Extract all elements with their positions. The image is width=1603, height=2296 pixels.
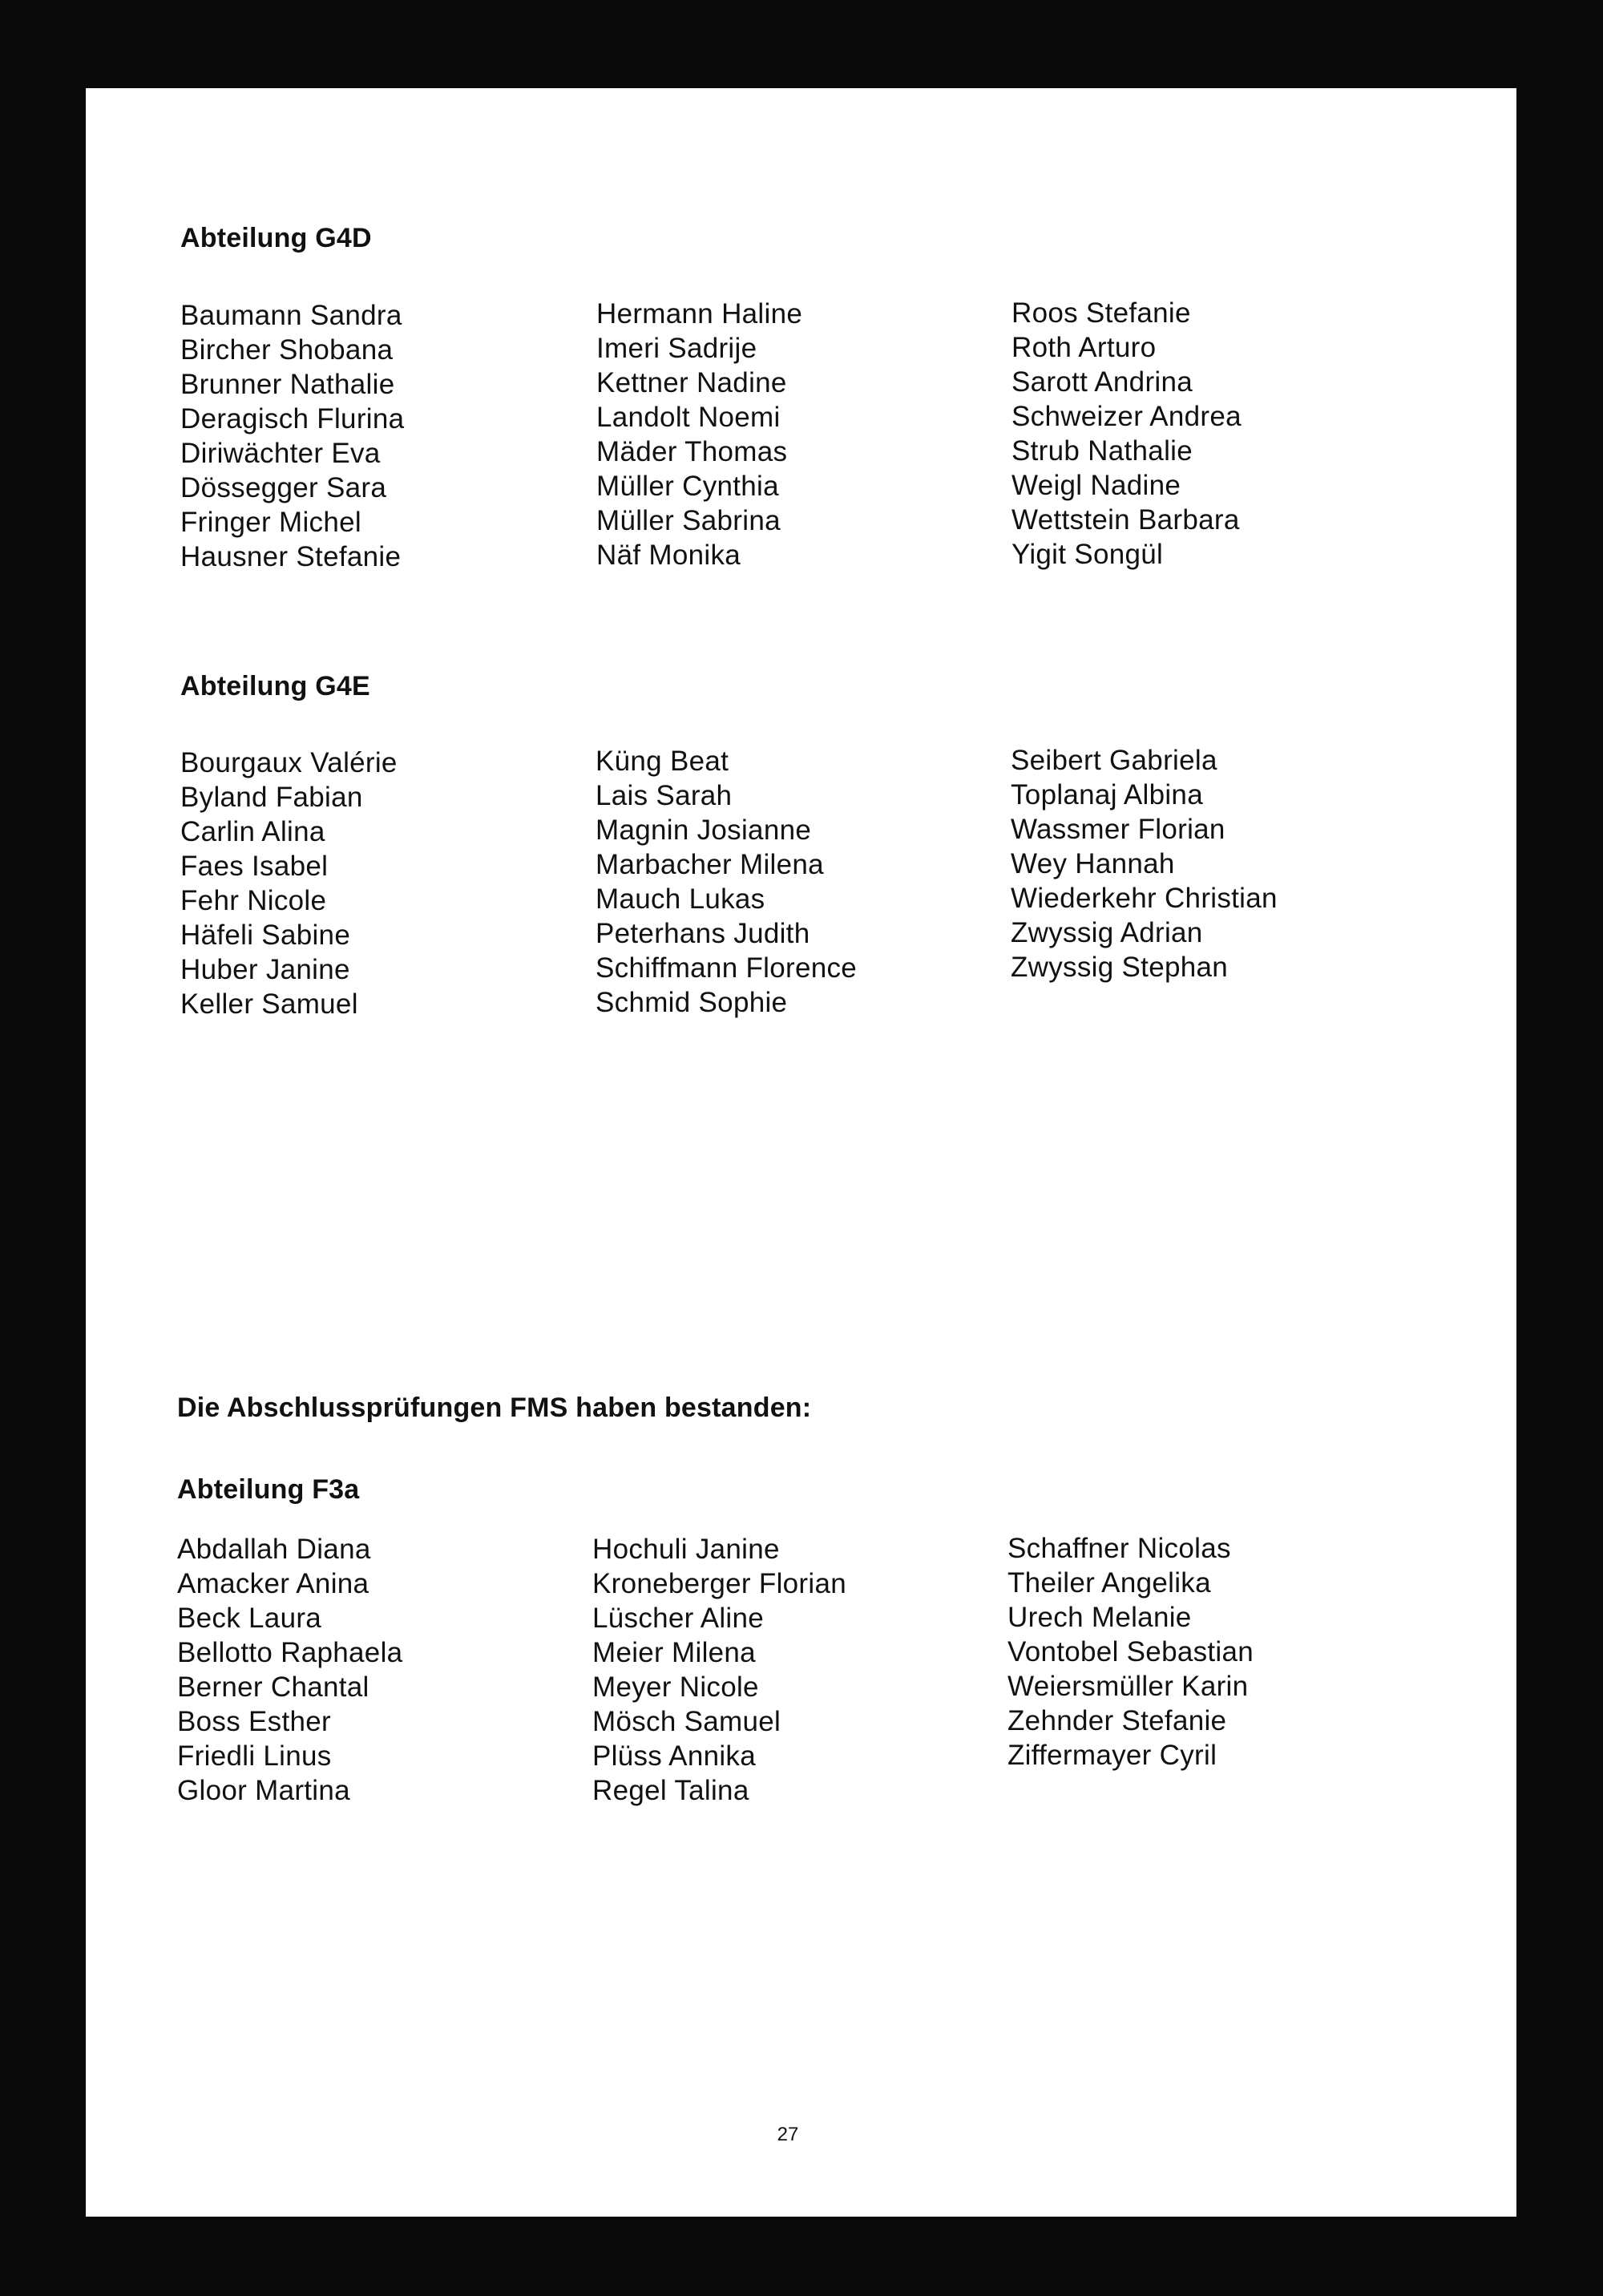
student-name: Hausner Stefanie xyxy=(180,541,402,572)
student-name: Byland Fabian xyxy=(180,782,363,813)
student-name: Bourgaux Valérie xyxy=(180,747,398,778)
student-name: Schmid Sophie xyxy=(596,987,788,1018)
student-name: Näf Monika xyxy=(596,540,741,571)
student-name: Brunner Nathalie xyxy=(180,369,395,400)
name-column-f3a-2 xyxy=(592,1532,846,1808)
section-heading-g4e: Abteilung G4E xyxy=(180,671,370,701)
student-name: Imeri Sadrije xyxy=(596,333,757,364)
student-name: Keller Samuel xyxy=(180,988,358,1020)
student-name: Wey Hannah xyxy=(1011,848,1175,879)
student-name: Regel Talina xyxy=(592,1775,749,1806)
student-name: Faes Isabel xyxy=(180,851,329,882)
student-name: Plüss Annika xyxy=(592,1740,756,1772)
student-name: Berner Chantal xyxy=(177,1671,369,1703)
student-name: Kroneberger Florian xyxy=(592,1568,846,1599)
student-name: Dössegger Sara xyxy=(180,472,387,503)
student-name: Roth Arturo xyxy=(1011,332,1157,363)
student-name: Abdallah Diana xyxy=(177,1534,371,1565)
student-name: Meyer Nicole xyxy=(592,1671,759,1703)
student-name: Weigl Nadine xyxy=(1011,470,1181,501)
student-name: Häfeli Sabine xyxy=(180,920,351,951)
student-name: Seibert Gabriela xyxy=(1011,745,1217,776)
student-name: Meier Milena xyxy=(592,1637,756,1668)
name-column-g4d-3 xyxy=(1011,296,1242,572)
student-name: Zwyssig Adrian xyxy=(1011,917,1203,948)
student-name: Diriwächter Eva xyxy=(180,438,381,469)
student-name: Magnin Josianne xyxy=(596,815,812,846)
student-name: Hochuli Janine xyxy=(592,1534,780,1565)
student-name: Huber Janine xyxy=(180,954,350,985)
student-name: Lais Sarah xyxy=(596,780,733,811)
student-name: Gloor Martina xyxy=(177,1775,350,1806)
student-name: Zwyssig Stephan xyxy=(1011,952,1229,983)
name-column-g4d-1 xyxy=(180,298,404,574)
student-name: Roos Stefanie xyxy=(1011,297,1191,329)
student-name: Theiler Angelika xyxy=(1007,1567,1211,1599)
name-column-f3a-1 xyxy=(177,1532,402,1808)
student-name: Peterhans Judith xyxy=(596,918,810,949)
name-column-g4d-2 xyxy=(596,297,802,572)
name-column-f3a-3 xyxy=(1007,1531,1254,1773)
student-name: Mauch Lukas xyxy=(596,883,765,915)
student-name: Wassmer Florian xyxy=(1011,814,1225,845)
student-name: Friedli Linus xyxy=(177,1740,332,1772)
student-name: Baumann Sandra xyxy=(180,300,402,331)
student-name: Fehr Nicole xyxy=(180,885,327,916)
student-name: Urech Melanie xyxy=(1007,1602,1192,1633)
student-name: Bircher Shobana xyxy=(180,334,394,366)
student-name: Schiffmann Florence xyxy=(596,952,858,984)
student-name: Mösch Samuel xyxy=(592,1706,781,1737)
student-name: Müller Cynthia xyxy=(596,471,779,502)
student-name: Carlin Alina xyxy=(180,816,325,847)
student-name: Müller Sabrina xyxy=(596,505,781,536)
student-name: Strub Nathalie xyxy=(1011,435,1193,467)
student-name: Mäder Thomas xyxy=(596,436,788,467)
student-name: Bellotto Raphaela xyxy=(177,1637,403,1668)
fms-title: Die Abschlussprüfungen FMS haben bestanden: xyxy=(177,1393,812,1423)
student-name: Lüscher Aline xyxy=(592,1603,765,1634)
student-name: Yigit Songül xyxy=(1011,539,1164,570)
student-name: Toplanaj Albina xyxy=(1011,779,1203,810)
student-name: Boss Esther xyxy=(177,1706,331,1737)
student-name: Kettner Nadine xyxy=(596,367,787,398)
name-column-g4e-2 xyxy=(596,744,857,1020)
student-name: Wettstein Barbara xyxy=(1011,504,1240,536)
student-name: Amacker Anina xyxy=(177,1568,369,1599)
document-page xyxy=(86,88,1516,2217)
student-name: Marbacher Milena xyxy=(596,849,824,880)
student-name: Sarott Andrina xyxy=(1011,366,1193,398)
name-column-g4e-1 xyxy=(180,746,398,1021)
student-name: Vontobel Sebastian xyxy=(1007,1636,1254,1667)
student-name: Zehnder Stefanie xyxy=(1007,1705,1227,1736)
student-name: Hermann Haline xyxy=(596,298,803,329)
student-name: Beck Laura xyxy=(177,1603,322,1634)
student-name: Weiersmüller Karin xyxy=(1007,1671,1249,1702)
student-name: Deragisch Flurina xyxy=(180,403,405,435)
student-name: Schweizer Andrea xyxy=(1011,401,1242,432)
student-name: Fringer Michel xyxy=(180,507,361,538)
student-name: Ziffermayer Cyril xyxy=(1007,1740,1217,1771)
page-number: 27 xyxy=(777,2124,799,2145)
student-name: Schaffner Nicolas xyxy=(1007,1533,1231,1564)
student-name: Küng Beat xyxy=(596,746,729,777)
section-heading-g4d: Abteilung G4D xyxy=(180,223,372,253)
name-column-g4e-3 xyxy=(1011,743,1278,984)
student-name: Landolt Noemi xyxy=(596,402,781,433)
student-name: Wiederkehr Christian xyxy=(1011,883,1278,914)
section-heading-f3a: Abteilung F3a xyxy=(177,1474,360,1505)
